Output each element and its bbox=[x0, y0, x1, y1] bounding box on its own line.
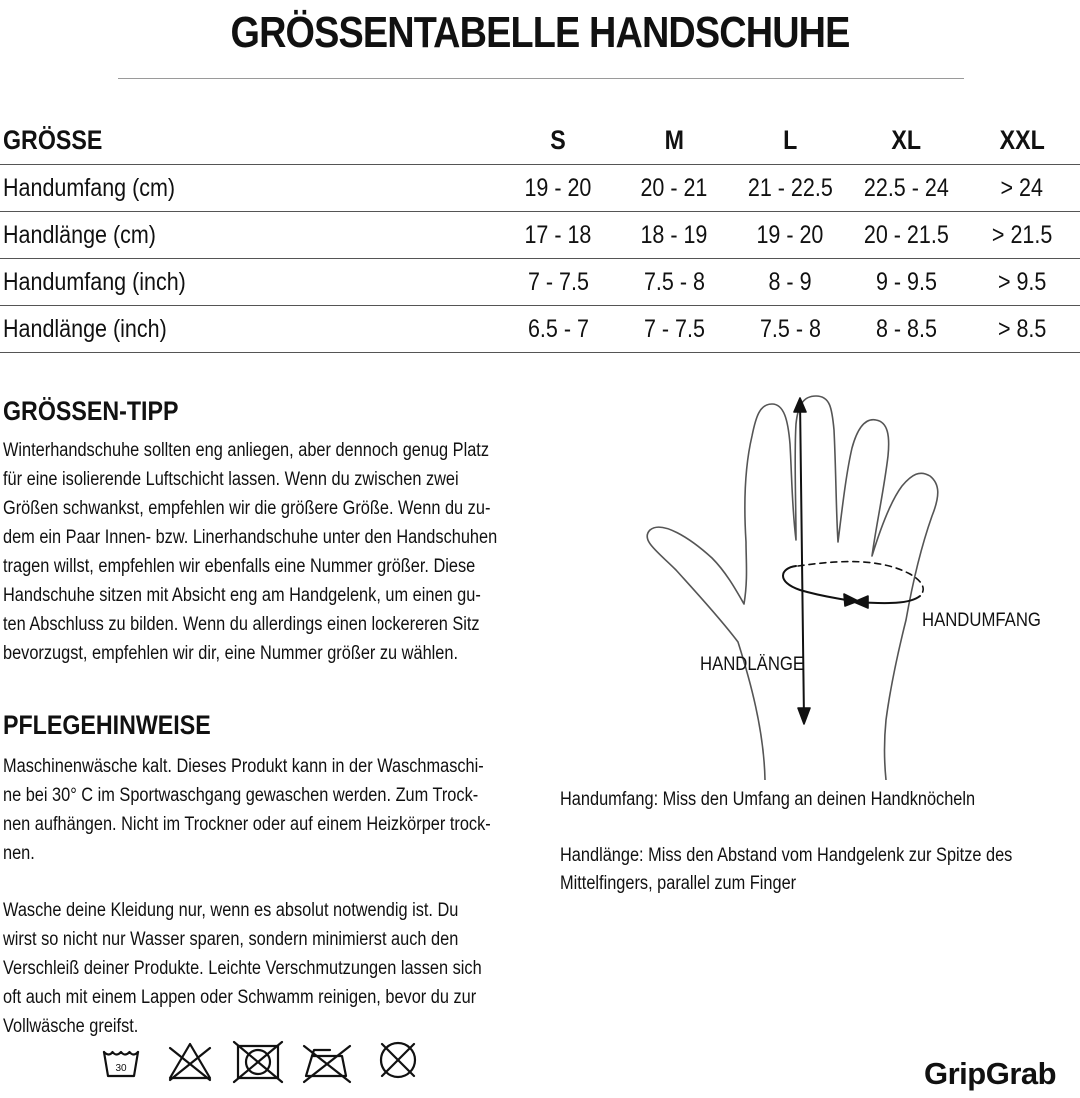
size-header: XXL bbox=[964, 116, 1080, 165]
table-row bbox=[0, 212, 1080, 259]
table-cell: 8 - 9 bbox=[732, 259, 848, 306]
circumference-note: Handumfang: Miss den Umfang an deinen Handknöcheln bbox=[560, 789, 976, 810]
table-row bbox=[0, 165, 1080, 212]
table-cell: > 24 bbox=[964, 165, 1080, 212]
no-tumble-dry-icon bbox=[234, 1042, 282, 1082]
hand-diagram bbox=[640, 390, 1080, 780]
care-heading: PFLEGEHINWEISE bbox=[3, 710, 211, 740]
size-tip-heading: GRÖSSEN-TIPP bbox=[3, 396, 179, 426]
table-cell: 20 - 21 bbox=[616, 165, 732, 212]
svg-text:30: 30 bbox=[115, 1063, 127, 1074]
care-icons bbox=[100, 1040, 430, 1084]
hand-circumference-arrowhead-right bbox=[854, 596, 868, 608]
care-text-1: Maschinenwäsche kalt. Dieses Produkt kann in der Waschmaschi- ne bei 30° C im Sportwaschgang gewaschen werden. Zum Trock- nen aufhängen. Nicht im Trockner oder auf einem Heizkörper trock- nen. bbox=[3, 756, 491, 864]
size-header: M bbox=[616, 116, 732, 165]
handlaenge-label: HANDLÄNGE bbox=[700, 654, 805, 675]
row-label: Handlänge (inch) bbox=[0, 306, 500, 353]
table-cell: 7 - 7.5 bbox=[500, 259, 616, 306]
brand-logo: GripGrab bbox=[924, 1056, 1057, 1091]
table-cell: 21 - 22.5 bbox=[732, 165, 848, 212]
table-cell: 20 - 21.5 bbox=[848, 212, 964, 259]
size-header: XL bbox=[848, 116, 964, 165]
hand-circumference-arrowhead-left bbox=[844, 594, 858, 606]
table-header-label: GRÖSSE bbox=[0, 116, 500, 165]
title-divider bbox=[118, 78, 964, 79]
size-table bbox=[0, 116, 1080, 353]
size-header: S bbox=[500, 116, 616, 165]
table-cell: 6.5 - 7 bbox=[500, 306, 616, 353]
table-cell: 18 - 19 bbox=[616, 212, 732, 259]
hand-circumference-front bbox=[783, 566, 846, 600]
row-label: Handumfang (cm) bbox=[0, 165, 500, 212]
table-cell: 17 - 18 bbox=[500, 212, 616, 259]
hand-length-arrowhead-bottom bbox=[798, 708, 810, 724]
length-note: Handlänge: Miss den Abstand vom Handgelenk zur Spitze des Mittelfingers, parallel zum Finger bbox=[560, 845, 1013, 894]
table-cell: 7.5 - 8 bbox=[732, 306, 848, 353]
table-cell: > 8.5 bbox=[964, 306, 1080, 353]
table-cell: > 9.5 bbox=[964, 259, 1080, 306]
no-dry-clean-icon bbox=[381, 1043, 415, 1077]
table-cell: > 21.5 bbox=[964, 212, 1080, 259]
table-cell: 9 - 9.5 bbox=[848, 259, 964, 306]
no-iron-icon bbox=[304, 1046, 350, 1082]
table-cell: 19 - 20 bbox=[500, 165, 616, 212]
row-label: Handlänge (cm) bbox=[0, 212, 500, 259]
no-bleach-icon bbox=[170, 1044, 210, 1080]
size-tip-text: Winterhandschuhe sollten eng anliegen, aber dennoch genug Platz für eine isolierende Luftschicht lassen. Wenn du zwischen zwei Größen schwankst, empfehlen wir die größere Größe. Wenn du zu- dem ein Paar Innen- bzw. Linerhandschuhe unter den Handschuhen tragen willst, empfehlen wir ebenfalls eine Nummer größer. Diese Handschuhe sitzen mit Absicht eng am Handgelenk, um einen gu- ten Abschluss zu bilden. Wenn du allerdings einen lockereren Sitz bevorzugst, empfehlen wir dir, eine Nummer größer zu wählen. bbox=[3, 440, 498, 664]
page-title: GRÖSSENTABELLE HANDSCHUHE bbox=[230, 8, 850, 57]
table-row bbox=[0, 259, 1080, 306]
wash-30-icon bbox=[104, 1052, 138, 1076]
row-label: Handumfang (inch) bbox=[0, 259, 500, 306]
table-cell: 7.5 - 8 bbox=[616, 259, 732, 306]
handumfang-label: HANDUMFANG bbox=[922, 610, 1041, 631]
table-row bbox=[0, 306, 1080, 353]
hand-circumference-back bbox=[798, 562, 923, 596]
size-header: L bbox=[732, 116, 848, 165]
table-cell: 7 - 7.5 bbox=[616, 306, 732, 353]
care-text-2: Wasche deine Kleidung nur, wenn es absolut notwendig ist. Du wirst so nicht nur Wasser sparen, sondern minimierst auch den Verschleiß deiner Produkte. Leichte Verschmutzungen lassen sich oft auch mit einem Lappen oder Schwamm reinigen, bevor du zur Vollwäsche greifst. bbox=[3, 900, 482, 1037]
table-cell: 8 - 8.5 bbox=[848, 306, 964, 353]
table-header-row bbox=[0, 116, 1080, 165]
table-cell: 19 - 20 bbox=[732, 212, 848, 259]
table-cell: 22.5 - 24 bbox=[848, 165, 964, 212]
